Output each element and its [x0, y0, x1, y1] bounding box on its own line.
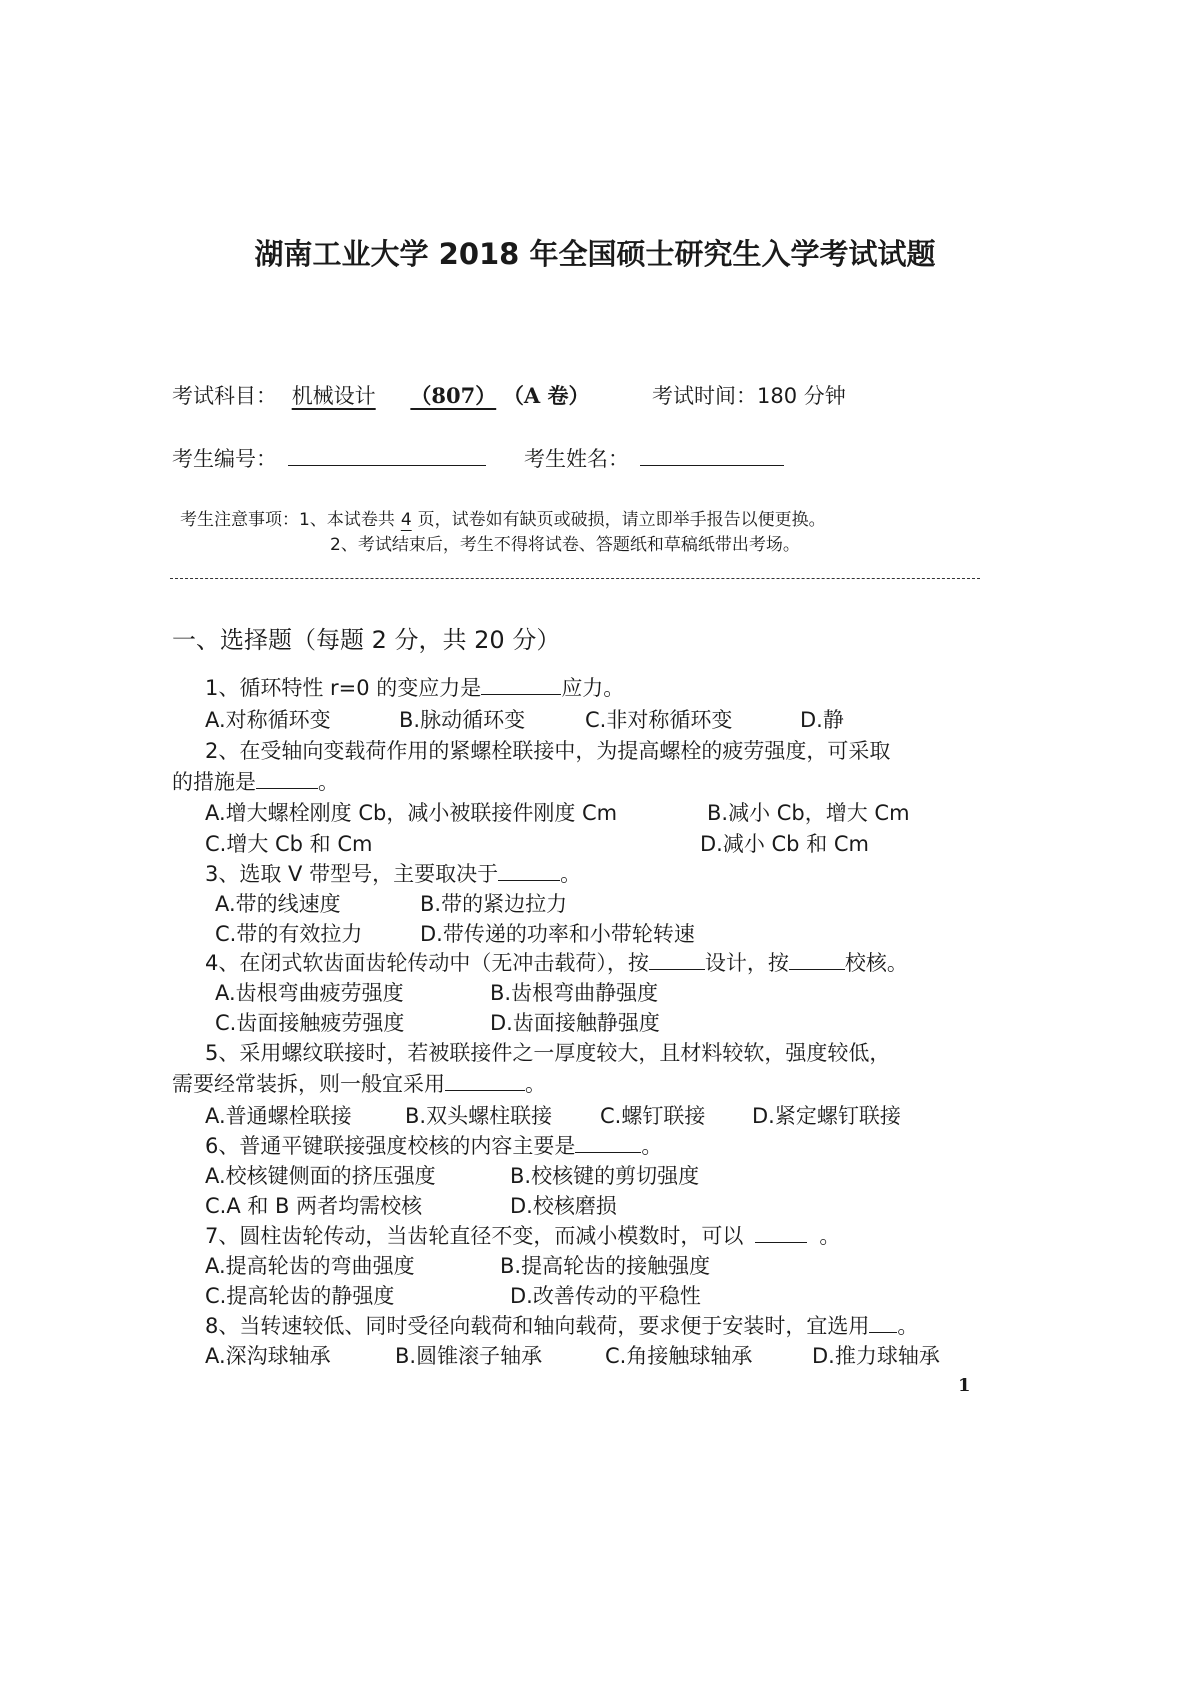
option-3b: B.带的紧边拉力 — [420, 892, 568, 916]
notes-item-1 — [180, 505, 826, 530]
candidate-name-label: 考生姓名： — [524, 447, 629, 471]
notes-item1-suffix: 页，试卷如有缺页或破损，请立即举手报告以便更换。 — [417, 510, 826, 530]
question-stem: 应力。 — [561, 676, 625, 700]
option-1b: B.脉动循环变 — [399, 708, 526, 732]
dashed-divider — [170, 578, 980, 579]
answer-blank[interactable] — [256, 768, 318, 789]
question-stem: 校核。 — [844, 951, 908, 975]
option-4b: B.齿根弯曲静强度 — [490, 981, 659, 1005]
question-3 — [205, 858, 581, 888]
question-stem: 6、普通平键联接强度校核的内容主要是 — [205, 1134, 576, 1158]
answer-blank[interactable] — [649, 949, 705, 970]
question-1 — [205, 672, 624, 702]
question-stem: 。 — [560, 862, 582, 886]
option-7d: D.改善传动的平稳性 — [510, 1284, 701, 1308]
option-3a: A.带的线速度 — [215, 892, 341, 916]
question-7 — [205, 1220, 840, 1250]
option-7b: B.提高轮齿的接触强度 — [500, 1254, 711, 1278]
question-stem: 设计，按 — [704, 951, 789, 975]
notes-page-count: 4 — [400, 510, 412, 530]
option-1a: A.对称循环变 — [205, 708, 331, 732]
question-5: 5、采用螺纹联接时，若被联接件之一厚度较大，且材料较软，强度较低， — [205, 1041, 891, 1065]
answer-blank[interactable] — [789, 949, 845, 970]
exam-title: 湖南工业大学 2018 年全国硕士研究生入学考试试题 — [254, 237, 936, 271]
option-2a: A.增大螺栓刚度 Cb，减小被联接件刚度 Cm — [205, 801, 618, 825]
option-6c: C.A 和 B 两者均需校核 — [205, 1194, 423, 1218]
question-stem: 。 — [525, 1072, 546, 1096]
option-5b: B.双头螺柱联接 — [405, 1104, 553, 1128]
question-stem: 需要经常装拆，则一般宜采用 — [172, 1072, 445, 1096]
question-2: 2、在受轴向变载荷作用的紧螺栓联接中，为提高螺栓的疲劳强度，可采取 — [205, 739, 891, 763]
question-8 — [205, 1310, 918, 1340]
question-stem: 的措施是 — [172, 770, 256, 794]
question-stem: 8、当转速较低、同时受径向载荷和轴向载荷，要求便于安装时，宜选用 — [205, 1314, 870, 1338]
question-4 — [205, 947, 908, 977]
option-2b: B.减小 Cb，增大 Cm — [707, 801, 910, 825]
time-row — [652, 380, 846, 410]
option-8c: C.角接触球轴承 — [605, 1344, 753, 1368]
question-stem: 。 — [641, 1134, 663, 1158]
option-2d: D.减小 Cb 和 Cm — [700, 832, 869, 856]
notes-label: 考生注意事项： — [180, 510, 299, 530]
time-value: 180 分钟 — [757, 384, 846, 408]
question-5-cont — [172, 1068, 546, 1098]
option-5c: C.螺钉联接 — [600, 1104, 706, 1128]
option-6a: A.校核键侧面的挤压强度 — [205, 1164, 436, 1188]
paper-type: （A 卷） — [502, 383, 590, 408]
candidate-name-field[interactable] — [640, 445, 784, 466]
subject-label: 考试科目： — [172, 384, 277, 408]
option-3d: D.带传递的功率和小带轮转速 — [420, 922, 695, 946]
question-6 — [205, 1130, 662, 1160]
option-4c: C.齿面接触疲劳强度 — [215, 1011, 405, 1035]
question-stem: 。 — [318, 770, 339, 794]
option-5d: D.紧定螺钉联接 — [752, 1104, 901, 1128]
subject-code: （807） — [410, 383, 497, 408]
candidate-no-field[interactable] — [288, 445, 486, 466]
option-8b: B.圆锥滚子轴承 — [395, 1344, 543, 1368]
answer-blank[interactable] — [481, 674, 561, 695]
option-7c: C.提高轮齿的静强度 — [205, 1284, 395, 1308]
option-8a: A.深沟球轴承 — [205, 1344, 331, 1368]
option-3c: C.带的有效拉力 — [215, 922, 363, 946]
candidate-no-row — [172, 443, 486, 473]
option-6d: D.校核磨损 — [510, 1194, 617, 1218]
option-5a: A.普通螺栓联接 — [205, 1104, 352, 1128]
question-stem: 7、圆柱齿轮传动，当齿轮直径不变，而减小模数时，可以 — [205, 1224, 744, 1248]
section-title: 一、选择题（每题 2 分，共 20 分） — [172, 626, 561, 654]
candidate-name-row — [524, 443, 784, 473]
answer-blank[interactable] — [445, 1070, 525, 1091]
subject-row — [172, 380, 590, 410]
option-8d: D.推力球轴承 — [812, 1344, 940, 1368]
option-1c: C.非对称循环变 — [585, 708, 733, 732]
question-stem: 。 — [897, 1314, 919, 1338]
notes-item1-prefix: 1、本试卷共 — [299, 510, 395, 530]
option-7a: A.提高轮齿的弯曲强度 — [205, 1254, 415, 1278]
question-stem: 4、在闭式软齿面齿轮传动中（无冲击载荷），按 — [205, 951, 649, 975]
subject-value: 机械设计 — [291, 384, 376, 408]
option-4a: A.齿根弯曲疲劳强度 — [215, 981, 404, 1005]
answer-blank[interactable] — [755, 1222, 807, 1243]
answer-blank[interactable] — [575, 1132, 641, 1153]
option-6b: B.校核键的剪切强度 — [510, 1164, 700, 1188]
option-2c: C.增大 Cb 和 Cm — [205, 832, 373, 856]
candidate-no-label: 考生编号： — [172, 447, 277, 471]
question-2-cont — [172, 766, 339, 796]
notes-item-2: 2、考试结束后，考生不得将试卷、答题纸和草稿纸带出考场。 — [330, 535, 800, 555]
answer-blank[interactable] — [498, 860, 560, 881]
time-label: 考试时间： — [652, 384, 757, 408]
option-1d: D.静 — [800, 708, 844, 732]
question-stem: 。 — [819, 1224, 841, 1248]
answer-blank[interactable] — [869, 1312, 897, 1333]
question-stem: 1、循环特性 r=0 的变应力是 — [205, 676, 482, 700]
option-4d: D.齿面接触静强度 — [490, 1011, 660, 1035]
page-number: 1 — [958, 1375, 971, 1396]
question-stem: 3、选取 V 带型号，主要取决于 — [205, 862, 499, 886]
